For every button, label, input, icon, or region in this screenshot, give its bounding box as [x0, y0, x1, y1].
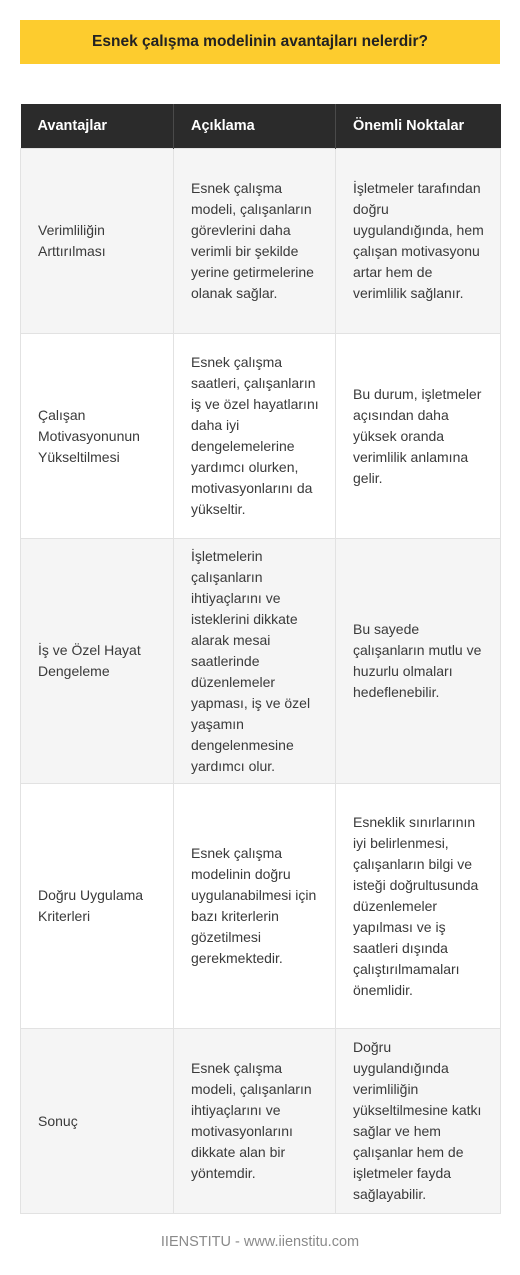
- advantage-cell: Verimliliğin Arttırılması: [21, 149, 174, 334]
- table-header-row: [21, 104, 501, 149]
- description-cell: Esnek çalışma modeli, çalışanların ihtiyaçlarını ve motivasyonlarını dikkate alan bir yöntemdir.: [174, 1029, 336, 1214]
- column-header-advantages: Avantajlar: [21, 104, 174, 149]
- key-point-cell: Doğru uygulandığında verimliliğin yükseltilmesine katkı sağlar ve hem çalışanlar hem de işletmeler fayda sağlayabilir.: [336, 1029, 501, 1214]
- description-cell: Esnek çalışma saatleri, çalışanların iş ve özel hayatlarını daha iyi dengelemelerine yardımcı olurken, motivasyonlarını da yükseltir.: [174, 334, 336, 539]
- key-point-cell: Esneklik sınırlarının iyi belirlenmesi, çalışanların bilgi ve isteği doğrultusunda düzenlemeler yapılması ve iş saatleri dışında çalıştırılmamaları önemlidir.: [336, 784, 501, 1029]
- table-row: [21, 1029, 501, 1214]
- page-title: Esnek çalışma modelinin avantajları nelerdir?: [20, 20, 500, 64]
- table-row: [21, 784, 501, 1029]
- column-header-description: Açıklama: [174, 104, 336, 149]
- advantage-cell: İş ve Özel Hayat Dengeleme: [21, 539, 174, 784]
- key-point-cell: İşletmeler tarafından doğru uygulandığında, hem çalışan motivasyonu artar hem de verimlilik sağlanır.: [336, 149, 501, 334]
- table-row: [21, 149, 501, 334]
- advantages-table: [20, 104, 501, 1214]
- key-point-cell: Bu durum, işletmeler açısından daha yüksek oranda verimlilik anlamına gelir.: [336, 334, 501, 539]
- advantage-cell: Çalışan Motivasyonunun Yükseltilmesi: [21, 334, 174, 539]
- key-point-cell: Bu sayede çalışanların mutlu ve huzurlu olmaları hedeflenebilir.: [336, 539, 501, 784]
- description-cell: Esnek çalışma modeli, çalışanların görevlerini daha verimli bir şekilde yerine getirmelerine olanak sağlar.: [174, 149, 336, 334]
- column-header-key-points: Önemli Noktalar: [336, 104, 501, 149]
- description-cell: İşletmelerin çalışanların ihtiyaçlarını ve isteklerini dikkate alarak mesai saatlerinde düzenlemeler yapması, iş ve özel yaşamın dengelenmesine yardımcı olur.: [174, 539, 336, 784]
- table-row: [21, 539, 501, 784]
- description-cell: Esnek çalışma modelinin doğru uygulanabilmesi için bazı kriterlerin gözetilmesi gerekmektedir.: [174, 784, 336, 1029]
- advantage-cell: Sonuç: [21, 1029, 174, 1214]
- table-row: [21, 334, 501, 539]
- footer-credit: IIENSTITU - www.iienstitu.com: [160, 1234, 360, 1250]
- advantage-cell: Doğru Uygulama Kriterleri: [21, 784, 174, 1029]
